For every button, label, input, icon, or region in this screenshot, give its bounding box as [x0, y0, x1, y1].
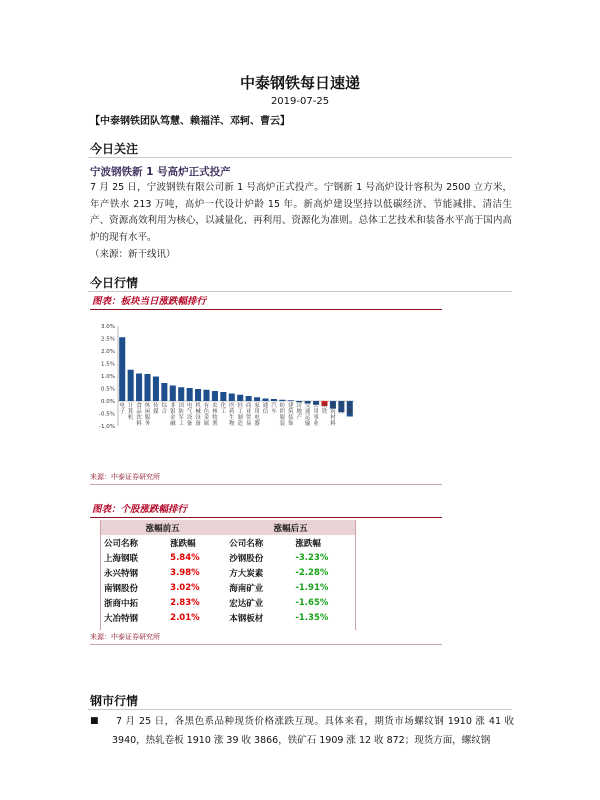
bar-化工	[220, 392, 226, 401]
x-tick-label: 建筑装饰	[288, 403, 294, 427]
x-tick-label: 公用事业	[313, 403, 319, 427]
bottom-stock-name: 宏达矿业	[229, 598, 264, 609]
bottom-stock-change: -1.91%	[295, 582, 329, 593]
news-title: 宁波钢铁新 1 号高炉正式投产	[90, 166, 231, 178]
bottom-stock-change: -1.35%	[295, 612, 329, 623]
x-tick-label: 综合	[161, 403, 168, 415]
figure2-label: 图表：个股涨跌幅排行	[90, 502, 442, 518]
bottom-stock-name: 沙钢股份	[229, 553, 264, 564]
x-tick-label: 传媒	[153, 403, 159, 415]
bottom-stock-name: 海南矿业	[229, 583, 264, 594]
y-tick-label: 1.0%	[101, 374, 115, 380]
x-tick-label: 通信	[262, 403, 269, 415]
table-row	[100, 610, 356, 625]
figure1-source: 来源：中泰证券研究所	[90, 473, 160, 481]
x-tick-label: 房地产	[296, 403, 302, 421]
top-stock-change: 2.83%	[170, 597, 200, 608]
authors-line: 【中泰钢铁团队笃慧、赖福洋、邓轲、曹云】	[90, 116, 290, 127]
x-tick-label: 休闲服务	[144, 403, 151, 427]
x-tick-label: 汽车	[271, 403, 277, 415]
bar-综合	[161, 383, 167, 401]
sector-change-chart	[90, 318, 360, 438]
bar-休闲服务	[144, 374, 150, 401]
bar-家用电器	[254, 397, 260, 401]
x-tick-label: 非银金融	[170, 403, 176, 427]
x-tick-label: 商业贸易	[245, 403, 252, 427]
x-tick-label: 医药生物	[229, 403, 235, 427]
focus-heading: 今日关注	[90, 142, 139, 156]
bar-农林牧渔	[212, 391, 218, 401]
x-tick-label: 国防军工	[178, 403, 184, 427]
page-title: 中泰钢铁每日速递	[239, 74, 360, 92]
stock-rank-table	[100, 520, 356, 625]
bar-通信	[262, 399, 268, 402]
bar-国防军工	[178, 387, 184, 401]
bottom-stock-name: 方大炭素	[229, 568, 264, 579]
figure1-bottom-rule	[90, 484, 442, 485]
x-tick-label: 银行	[338, 403, 345, 415]
top-stock-name: 浙商中拓	[104, 598, 139, 609]
y-tick-label: 3.0%	[101, 324, 115, 330]
figure1-label: 图表：板块当日涨跌幅排行	[90, 294, 442, 310]
col-change-header: 涨跌幅	[295, 538, 321, 549]
x-tick-label: 钢铁	[321, 403, 328, 415]
bottom-stock-change: -3.23%	[295, 552, 329, 563]
top-stock-name: 永兴特钢	[104, 568, 139, 579]
news-source: （来源：新干线讯）	[90, 249, 176, 260]
x-tick-label: 纺织服装	[279, 403, 286, 427]
x-tick-label: 轻工制造	[237, 403, 243, 427]
focus-divider	[88, 157, 512, 158]
x-tick-label: 食品饮料	[136, 403, 142, 427]
top-stock-name: 上海钢联	[104, 553, 139, 564]
report-date: 2019-07-25	[270, 96, 330, 107]
bar-食品饮料	[136, 374, 142, 402]
market-heading: 今日行情	[90, 276, 139, 290]
x-tick-label: 建筑材料	[330, 403, 336, 427]
y-tick-label: -0.5%	[99, 411, 115, 418]
news-body: 7 月 25 日，宁波钢铁有限公司新 1 号高炉正式投产。宁钢新 1 号高炉设计容积为 2500 立方米，年产铁水 213 万吨，高炉一代设计炉龄 15 年。新高炉建设坚持以低碳经济、节能减排、清洁生产、资源高效利用为核心，以减量化、再利用、资源化为准则。总体工艺技术和装备水平高于国内高炉的现有水平。	[90, 182, 512, 243]
bar-机械设备	[195, 389, 201, 401]
bar-电气设备	[187, 388, 193, 401]
x-tick-label: 家用电器	[254, 403, 260, 427]
top-stock-name: 南钢股份	[104, 583, 139, 594]
col-name-header: 公司名称	[104, 538, 139, 549]
x-tick-label: 计算机	[127, 403, 134, 421]
bullet-icon: ■	[90, 716, 99, 726]
figure2-bottom-rule	[90, 644, 442, 645]
y-tick-label: 2.0%	[101, 349, 115, 355]
col-change-header: 涨跌幅	[170, 538, 196, 549]
x-tick-label: 农林牧渔	[212, 403, 218, 427]
y-tick-label: 0.5%	[101, 386, 115, 393]
x-tick-label: 电气设备	[186, 403, 193, 427]
y-tick-label: 2.5%	[101, 336, 115, 343]
steel-divider	[88, 709, 512, 710]
bar-汽车	[271, 399, 277, 401]
top-stock-change: 3.02%	[170, 582, 200, 593]
market-divider	[88, 291, 512, 292]
figure2-source: 来源：中泰证券研究所	[90, 633, 160, 641]
x-tick-label: 交通运输	[304, 403, 311, 427]
bar-有色金属	[203, 390, 209, 401]
x-tick-label: 化工	[220, 403, 227, 415]
bottom-group-header: 涨幅后五	[225, 520, 356, 535]
y-tick-label: 0.0%	[101, 399, 115, 405]
table-row	[100, 550, 356, 565]
top-stock-change: 2.01%	[170, 612, 200, 623]
top-group-header: 涨幅前五	[100, 520, 225, 535]
bar-建筑装饰	[288, 400, 294, 401]
x-tick-label: 电子	[119, 403, 125, 415]
bar-医药生物	[229, 394, 235, 402]
bar-计算机	[128, 370, 134, 401]
table-row	[100, 580, 356, 595]
bottom-stock-change: -1.65%	[295, 597, 329, 608]
x-tick-label: 采掘	[347, 403, 353, 415]
table-row	[100, 565, 356, 580]
bar-非银金融	[170, 386, 176, 402]
bar-纺织服装	[279, 400, 285, 401]
bar-传媒	[153, 377, 159, 402]
x-tick-label: 有色金属	[203, 403, 210, 427]
bar-电子	[119, 337, 125, 401]
bar-轻工制造	[237, 395, 243, 401]
top-stock-change: 5.84%	[170, 552, 200, 563]
table-row	[100, 595, 356, 610]
y-tick-label: 1.5%	[101, 361, 115, 368]
y-tick-label: -1.0%	[99, 424, 115, 430]
col-name-header: 公司名称	[229, 538, 264, 549]
steel-body: 7 月 25 日，各黑色系品种现货价格涨跌互现。具体来看，期货市场螺纹钢 1910 涨 41 收 3940，热轧卷板 1910 涨 39 收 3866，铁矿石 1909 涨 12 收 872；现货方面，螺纹钢	[112, 716, 514, 746]
bottom-stock-name: 本钢板材	[229, 613, 264, 624]
x-tick-label: 机械设备	[195, 403, 201, 427]
bar-商业贸易	[246, 396, 252, 401]
top-stock-name: 大冶特钢	[104, 613, 139, 624]
steel-heading: 钢市行情	[90, 694, 139, 708]
bottom-stock-change: -2.28%	[295, 567, 329, 578]
top-stock-change: 3.98%	[170, 567, 200, 578]
